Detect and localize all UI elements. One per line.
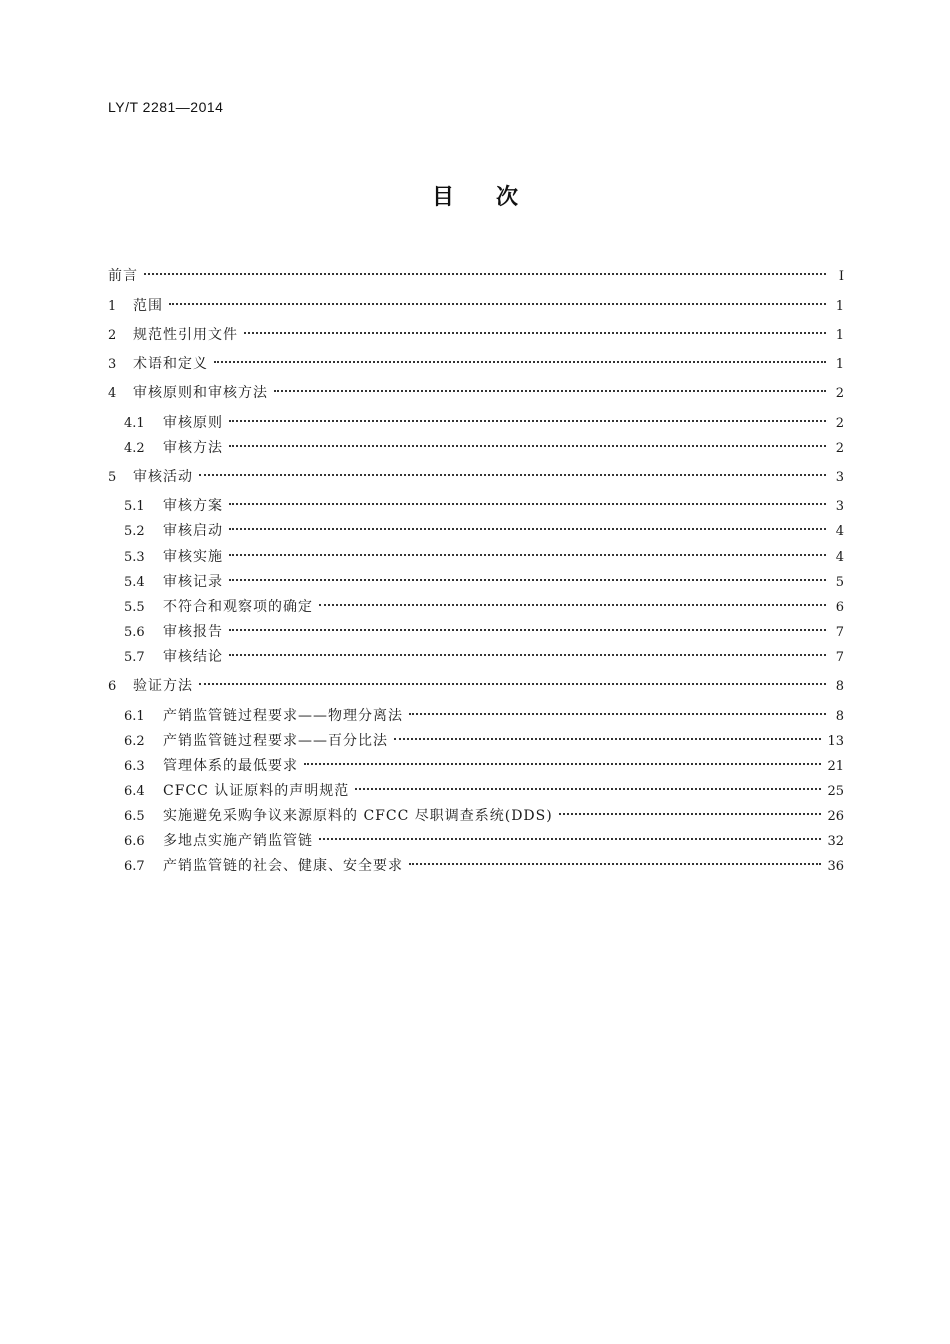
toc-leader-dots <box>319 825 821 845</box>
toc-entry-number: 4.2 <box>124 441 145 456</box>
toc-title <box>0 180 950 211</box>
toc-entry-page: 25 <box>827 784 844 799</box>
toc-entry-label: 审核方案 <box>163 498 223 514</box>
toc-entry-label: 审核报告 <box>163 624 223 640</box>
toc-entry[interactable] <box>108 290 844 314</box>
toc-entry[interactable] <box>124 541 844 565</box>
toc-leader-dots <box>229 515 826 535</box>
toc-entry[interactable] <box>108 670 844 694</box>
toc-entry-number: 6.7 <box>124 859 145 874</box>
toc-entry-page: 4 <box>835 550 844 565</box>
toc-entry-number: 5 <box>108 470 117 485</box>
toc-entry-page: 26 <box>827 809 844 824</box>
toc-entry[interactable] <box>108 461 844 485</box>
toc-entry-page: 13 <box>827 734 844 749</box>
toc-entry[interactable] <box>124 800 844 824</box>
toc-entry-number: 3 <box>108 357 117 372</box>
toc-entry[interactable] <box>108 260 844 284</box>
toc-entry[interactable] <box>124 725 844 749</box>
toc-entry-label: 审核方法 <box>163 440 223 456</box>
toc-entry-number: 6.4 <box>124 784 145 799</box>
toc-leader-dots <box>229 566 826 586</box>
document-code: LY/T 2281—2014 <box>108 99 224 115</box>
toc-entry-label: 产销监管链的社会、健康、安全要求 <box>163 858 403 874</box>
toc-entry-label: 不符合和观察项的确定 <box>163 599 313 615</box>
toc-entry-label: CFCC 认证原料的声明规范 <box>163 783 350 799</box>
toc-entry[interactable] <box>124 641 844 665</box>
toc-entry[interactable] <box>124 616 844 640</box>
toc-entry-page: 2 <box>835 441 844 456</box>
toc-leader-dots <box>214 348 826 368</box>
toc-entry[interactable] <box>124 775 844 799</box>
toc-entry-page: 2 <box>835 416 844 431</box>
toc-entry-label: 产销监管链过程要求——百分比法 <box>163 733 388 749</box>
toc-leader-dots <box>229 490 826 510</box>
toc-leader-dots <box>229 432 826 452</box>
toc-entry-page: 36 <box>827 859 844 874</box>
toc-leader-dots <box>229 641 826 661</box>
toc-entry-page: 1 <box>835 299 844 314</box>
toc-entry-page: 1 <box>835 357 844 372</box>
toc-entry-number: 2 <box>108 328 117 343</box>
toc-entry-number: 6 <box>108 679 117 694</box>
toc-entry-page: 3 <box>835 499 844 514</box>
toc-entry-page: 7 <box>835 625 844 640</box>
toc-entry-page: 2 <box>835 386 844 401</box>
toc-entry-number: 4.1 <box>124 416 145 431</box>
toc-entry-number: 5.6 <box>124 625 145 640</box>
toc-title-char: 次 <box>496 185 519 210</box>
toc-entry-page: 8 <box>835 709 844 724</box>
toc-entry[interactable] <box>124 515 844 539</box>
toc-entry[interactable] <box>108 377 844 401</box>
toc-entry-number: 5.2 <box>124 524 145 539</box>
toc-entry-label: 审核实施 <box>163 549 223 565</box>
toc-entry-label: 范围 <box>133 298 163 314</box>
toc-leader-dots <box>409 850 821 870</box>
toc-entry-label: 审核活动 <box>133 469 193 485</box>
toc-leader-dots <box>409 700 826 720</box>
toc-title-char: 目 <box>431 185 454 210</box>
toc-entry-label: 管理体系的最低要求 <box>163 758 298 774</box>
toc-leader-dots <box>229 407 826 427</box>
toc-entry-number: 5.1 <box>124 499 145 514</box>
toc-entry[interactable] <box>124 407 844 431</box>
toc-entry[interactable] <box>108 319 844 343</box>
toc-entry-number: 5.5 <box>124 600 145 615</box>
toc-entry-label: 审核结论 <box>163 649 223 665</box>
toc-entry-page: Ⅰ <box>838 269 844 284</box>
toc-entry[interactable] <box>124 490 844 514</box>
toc-leader-dots <box>144 260 826 280</box>
toc-entry-number: 5.7 <box>124 650 145 665</box>
toc-entry-label: 审核启动 <box>163 523 223 539</box>
toc-entry[interactable] <box>124 825 844 849</box>
toc-entry-label: 规范性引用文件 <box>133 327 238 343</box>
toc-entry[interactable] <box>124 591 844 615</box>
toc-entry[interactable] <box>108 348 844 372</box>
toc-entry-page: 32 <box>827 834 844 849</box>
toc-entry-label: 审核记录 <box>163 574 223 590</box>
toc-leader-dots <box>199 670 826 690</box>
toc-entry-page: 4 <box>835 524 844 539</box>
toc-leader-dots <box>394 725 821 745</box>
toc-entry-label: 术语和定义 <box>133 356 208 372</box>
toc-entry[interactable] <box>124 432 844 456</box>
toc-entry-page: 1 <box>835 328 844 343</box>
toc-entry-label: 审核原则 <box>163 415 223 431</box>
toc-entry-label: 审核原则和审核方法 <box>133 385 268 401</box>
toc-entry-number: 6.6 <box>124 834 145 849</box>
toc-leader-dots <box>304 750 821 770</box>
toc-entry-number: 6.2 <box>124 734 145 749</box>
toc-leader-dots <box>229 616 826 636</box>
toc-entry-number: 6.1 <box>124 709 145 724</box>
toc-leader-dots <box>244 319 826 339</box>
toc-leader-dots <box>229 541 826 561</box>
toc-entry-page: 7 <box>835 650 844 665</box>
toc-entry-label: 产销监管链过程要求——物理分离法 <box>163 708 403 724</box>
toc-entry-number: 5.3 <box>124 550 145 565</box>
toc-entry-page: 8 <box>835 679 844 694</box>
toc-entry[interactable] <box>124 566 844 590</box>
toc-entry[interactable] <box>124 700 844 724</box>
toc-entry-page: 6 <box>835 600 844 615</box>
toc-leader-dots <box>559 800 822 820</box>
toc-entry[interactable] <box>124 750 844 774</box>
toc-entry-number: 6.3 <box>124 759 145 774</box>
toc-entry-number: 5.4 <box>124 575 145 590</box>
toc-entry-label: 验证方法 <box>133 678 193 694</box>
toc-leader-dots <box>274 377 826 397</box>
toc-entry-label: 多地点实施产销监管链 <box>163 833 313 849</box>
toc-entry-page: 3 <box>835 470 844 485</box>
toc-leader-dots <box>355 775 821 795</box>
toc-entry[interactable] <box>124 850 844 874</box>
toc-entry-label: 实施避免采购争议来源原料的 CFCC 尽职调查系统(DDS) <box>163 808 553 824</box>
toc-entry-number: 6.5 <box>124 809 145 824</box>
toc-entry-page: 21 <box>827 759 844 774</box>
toc-entry-number: 1 <box>108 299 117 314</box>
toc-entry-number: 4 <box>108 386 117 401</box>
toc-entry-page: 5 <box>835 575 844 590</box>
toc-leader-dots <box>319 591 826 611</box>
toc-entry-label: 前言 <box>108 268 138 284</box>
toc-leader-dots <box>199 461 826 481</box>
toc-leader-dots <box>169 290 826 310</box>
